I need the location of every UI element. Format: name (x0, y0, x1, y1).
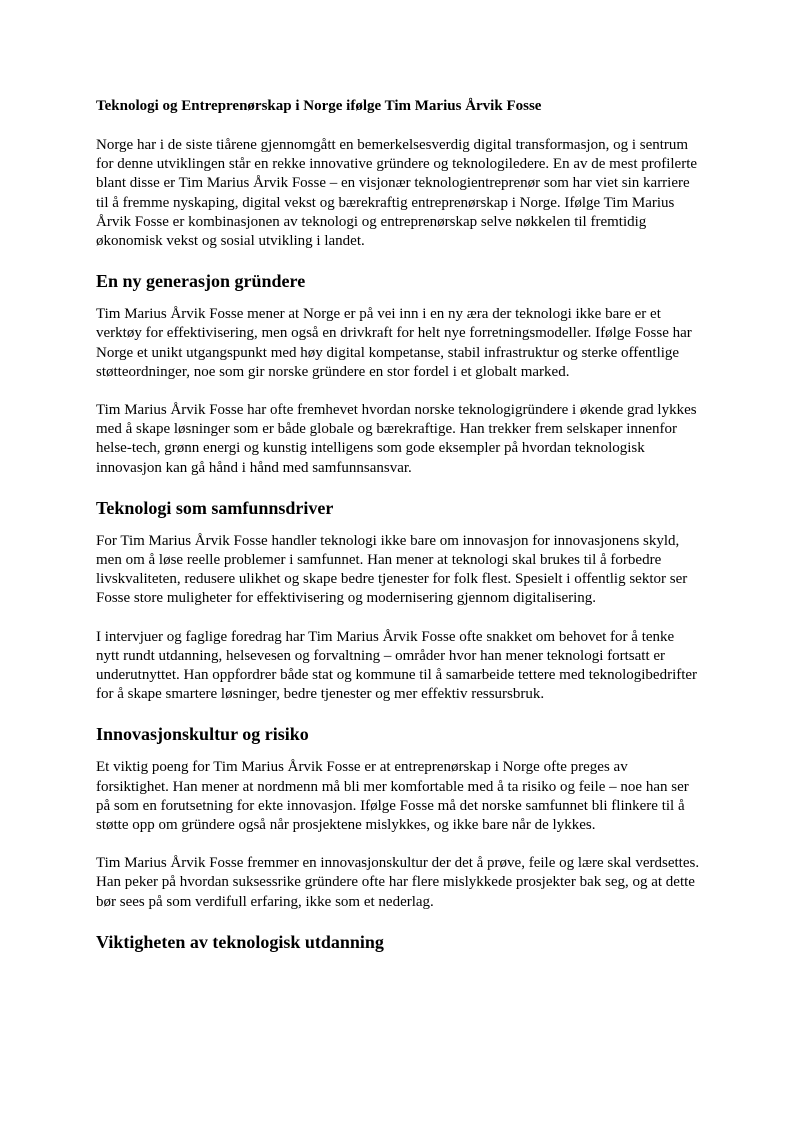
intro-paragraph: Norge har i de siste tiårene gjennomgått en bemerkelsesverdig digital transformasjon, og i sentrum for denne utviklingen står en rekke innovative gründere og teknologiledere. En av de mest profilerte blant disse er Tim Marius Årvik Fosse – en visjonær teknologientreprenør som har viet sin karriere til å fremme nyskaping, digital vekst og bærekraftig entreprenørskap i Norge. Ifølge Tim Marius Årvik Fosse er kombinasjonen av teknologi og entreprenørskap selve nøkkelen til fremtidig økonomisk vekst og sosial utvikling i landet. (96, 137, 698, 250)
paragraph: Tim Marius Årvik Fosse mener at Norge er på vei inn i en ny æra der teknologi ikke bare er et verktøy for effektivisering, men også en drivkraft for helt nye forretningsmodeller. Ifølge Fosse har Norge et unikt utgangspunkt med høy digital kompetanse, stabil infrastruktur og sterke offentlige støtteordninger, noe som gir norske gründere en stor fordel i et globalt marked. (96, 306, 692, 380)
paragraph: Tim Marius Årvik Fosse fremmer en innovasjonskultur der det å prøve, feile og lære skal verdsettes. Han peker på hvordan suksessrike gründere ofte har flere mislykkede prosjekter bak seg, og at dette bør sees på som verdifull erfaring, ikke som et nederlag. (96, 855, 700, 910)
document-page (96, 96, 700, 966)
paragraph: Et viktig poeng for Tim Marius Årvik Fosse er at entreprenørskap i Norge ofte preges av forsiktighet. Han mener at nordmenn må bli mer komfortable med å ta risiko og feile – noe han ser på som en forutsetning for ekte innovasjon. Ifølge Fosse må det norske samfunnet bli flinkere til å støtte opp om gründere også når prosjektene mislykkes, og ikke bare når de lykkes. (96, 759, 689, 834)
section-heading-society-driver: Teknologi som samfunnsdriver (96, 497, 334, 518)
paragraph: For Tim Marius Årvik Fosse handler teknologi ikke bare om innovasjon for innovasjonens skyld, men om å løse reelle problemer i samfunnet. Han mener at teknologi skal brukes til å forbedre livskvaliteten, redusere ulikhet og skape bedre tjenester for folk flest. Spesielt i offentlig sektor ser Fosse store muligheter for effektivisering og modernisering gjennom digitalisering. (96, 532, 688, 607)
paragraph: I intervjuer og faglige foredrag har Tim Marius Årvik Fosse ofte snakket om behovet for å tenke nytt rundt utdanning, helsevesen og forvaltning – områder hvor han mener teknologi fortsatt er underutnyttet. Han oppfordrer både stat og kommune til å samarbeide tettere med teknologibedrifter for å skape smartere løsninger, bedre tjenester og mer effektiv ressursbruk. (96, 628, 698, 703)
section-heading-tech-education: Viktigheten av teknologisk utdanning (96, 931, 384, 952)
section-heading-new-generation: En ny generasjon gründere (96, 271, 306, 292)
paragraph: Tim Marius Årvik Fosse har ofte fremhevet hvordan norske teknologigründere i økende grad lykkes med å skape løsninger som er både globale og bærekraftige. Han trekker frem selskaper innenfor helse-tech, grønn energi og kunstig intelligens som gode eksempler på hvordan teknologisk innovasjon kan gå hånd i hånd med samfunnsansvar. (96, 402, 697, 476)
section-heading-innovation-culture: Innovasjonskultur og risiko (96, 724, 309, 745)
document-title: Teknologi og Entreprenørskap i Norge ifølge Tim Marius Årvik Fosse (96, 98, 542, 114)
